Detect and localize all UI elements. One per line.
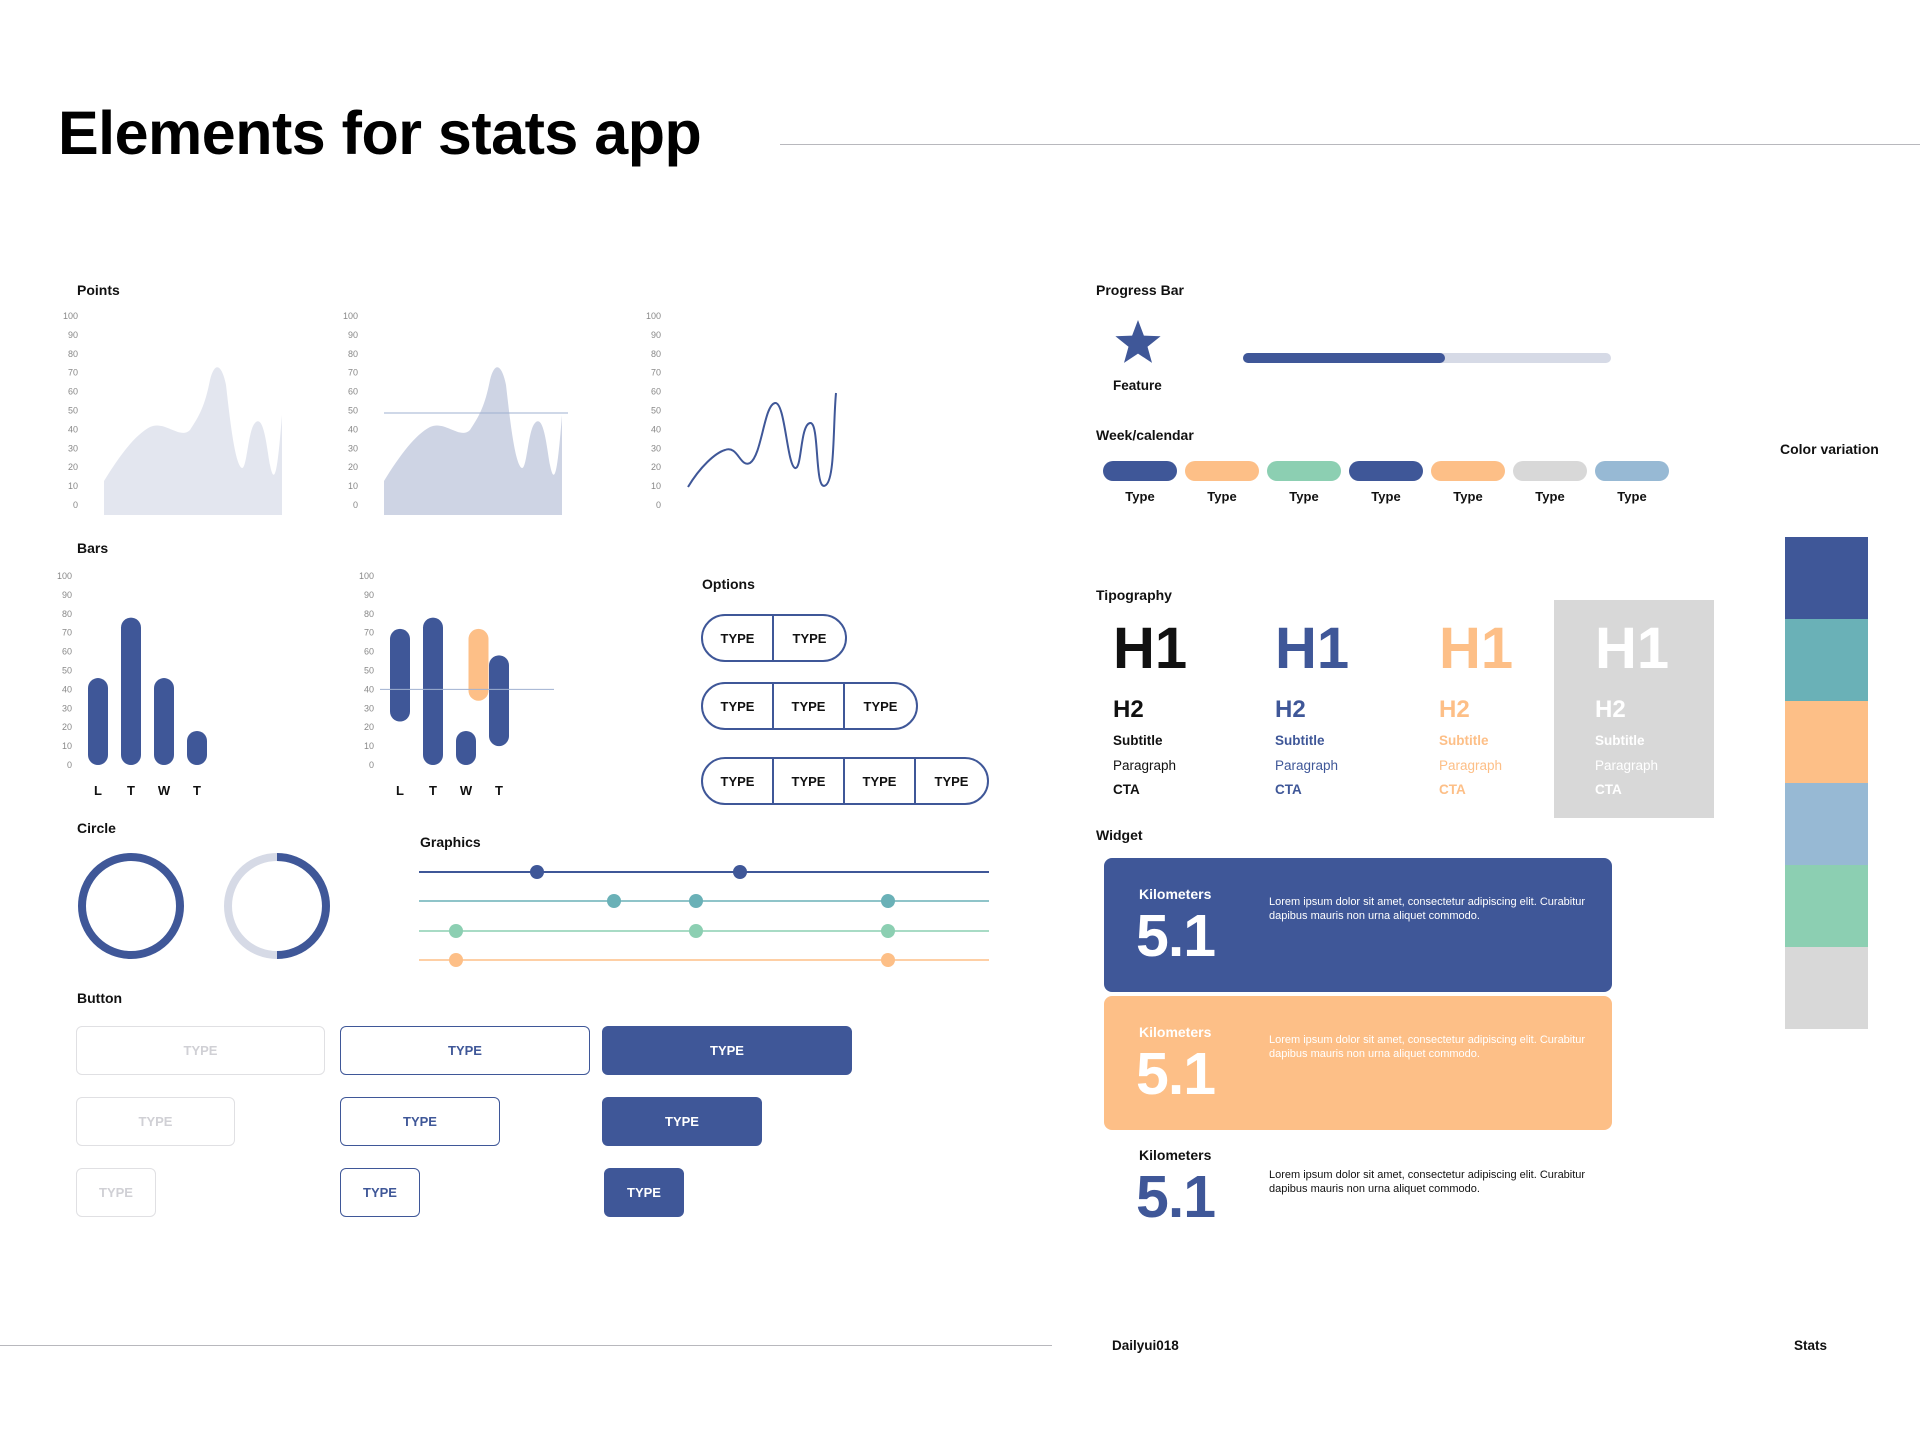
widget-metric-label: Kilometers xyxy=(1139,1024,1212,1040)
paragraph-sample: Paragraph xyxy=(1439,758,1503,773)
area-shape-1 xyxy=(104,367,282,515)
cta-sample: CTA xyxy=(1595,782,1622,797)
y-tick-label: 0 xyxy=(66,760,72,770)
y-tick-label: 100 xyxy=(62,311,78,321)
timeline-dot xyxy=(689,894,703,908)
y-tick-label: 20 xyxy=(347,462,358,473)
page-title: Elements for stats app xyxy=(58,99,702,167)
points-chart-2-ticks xyxy=(343,311,358,510)
bar xyxy=(154,678,174,765)
graphics-timelines xyxy=(415,860,995,970)
option-segment[interactable]: TYPE xyxy=(845,759,916,803)
bar xyxy=(456,731,476,765)
paragraph-sample: Paragraph xyxy=(1275,758,1339,773)
widget-text: Lorem ipsum dolor sit amet, consectetur adipiscing elit. Curabitur dapibus mauris non urna aliquet commodo. xyxy=(1269,1169,1586,1195)
h2-sample: H2 xyxy=(1595,696,1626,723)
h1-sample: H1 xyxy=(1113,616,1188,681)
widget-orange xyxy=(1104,996,1612,1130)
timeline-dot xyxy=(530,865,544,879)
typography-white xyxy=(1595,616,1670,797)
week-day-label: Type xyxy=(1207,489,1237,504)
y-tick-label: 50 xyxy=(61,665,72,676)
y-tick-label: 100 xyxy=(56,571,72,581)
y-tick-label: 50 xyxy=(67,405,78,416)
header-divider xyxy=(780,144,1920,145)
timeline-dot xyxy=(689,924,703,938)
circle-progress-group xyxy=(70,845,340,965)
feature-label: Feature xyxy=(1113,378,1162,393)
y-tick-label: 80 xyxy=(650,348,661,359)
bar xyxy=(88,678,108,765)
swatch-gray xyxy=(1785,947,1868,1029)
y-tick-label: 40 xyxy=(67,424,78,435)
y-tick-label: 50 xyxy=(347,405,358,416)
option-segment[interactable]: TYPE xyxy=(703,759,774,803)
widget-value: 5.1 xyxy=(1136,903,1216,969)
y-tick-label: 100 xyxy=(645,311,661,321)
timeline-dot xyxy=(449,924,463,938)
y-tick-label: 0 xyxy=(655,500,661,510)
y-tick-label: 30 xyxy=(61,703,72,714)
typography-orange xyxy=(1439,616,1514,797)
week-day-pill[interactable] xyxy=(1513,461,1587,481)
circle-progress-full xyxy=(82,857,180,955)
y-tick-label: 30 xyxy=(363,703,374,714)
timeline-dot xyxy=(881,894,895,908)
points-chart-1-ticks xyxy=(63,311,78,510)
cta-sample: CTA xyxy=(1113,782,1140,797)
subtitle-sample: Subtitle xyxy=(1595,733,1645,748)
color-variation-label: Color variation xyxy=(1780,441,1879,457)
y-tick-label: 10 xyxy=(363,741,374,752)
subtitle-sample: Subtitle xyxy=(1113,733,1163,748)
y-tick-label: 90 xyxy=(363,589,374,600)
h1-sample: H1 xyxy=(1439,616,1514,681)
y-tick-label: 80 xyxy=(347,348,358,359)
widget-value: 5.1 xyxy=(1136,1164,1216,1230)
cta-sample: CTA xyxy=(1439,782,1466,797)
x-tick-label: W xyxy=(459,783,473,798)
button-solid-large[interactable]: TYPE xyxy=(602,1026,852,1075)
points-chart-3-ticks xyxy=(646,311,661,510)
y-tick-label: 20 xyxy=(61,722,72,733)
swatch-orange xyxy=(1785,701,1868,783)
x-tick-label: T xyxy=(193,783,201,798)
week-day-pill[interactable] xyxy=(1349,461,1423,481)
points-chart-2 xyxy=(343,311,568,515)
options-group-3 xyxy=(701,682,918,730)
button-outline-small[interactable]: TYPE xyxy=(340,1168,420,1217)
star-icon xyxy=(1113,318,1163,364)
circle-progress-arc xyxy=(277,857,326,955)
week-day-pill[interactable] xyxy=(1185,461,1259,481)
swatch-light-blue xyxy=(1785,783,1868,865)
footer-divider xyxy=(0,1345,1052,1346)
week-day-label: Type xyxy=(1371,489,1401,504)
bar xyxy=(423,618,443,765)
paragraph-sample: Paragraph xyxy=(1595,758,1659,773)
progress-section-label: Progress Bar xyxy=(1096,282,1184,298)
y-tick-label: 0 xyxy=(352,500,358,510)
y-tick-label: 60 xyxy=(650,386,661,397)
week-day-pill[interactable] xyxy=(1103,461,1177,481)
swatch-green xyxy=(1785,865,1868,947)
week-day-label: Type xyxy=(1289,489,1319,504)
x-tick-label: T xyxy=(495,783,503,798)
progress-fill xyxy=(1243,353,1445,363)
footer-right-label: Stats xyxy=(1794,1338,1828,1353)
bar-chart-1 xyxy=(57,571,207,798)
cta-sample: CTA xyxy=(1275,782,1302,797)
week-day-label: Type xyxy=(1125,489,1155,504)
y-tick-label: 0 xyxy=(72,500,78,510)
h2-sample: H2 xyxy=(1439,696,1470,723)
y-tick-label: 60 xyxy=(347,386,358,397)
week-day-label: Type xyxy=(1453,489,1483,504)
widget-metric-label: Kilometers xyxy=(1139,1147,1212,1163)
line-curve xyxy=(688,393,836,487)
y-tick-label: 10 xyxy=(67,481,78,492)
bars-charts xyxy=(50,565,570,805)
x-tick-label: W xyxy=(157,783,171,798)
y-tick-label: 60 xyxy=(67,386,78,397)
paragraph-sample: Paragraph xyxy=(1113,758,1177,773)
points-chart-3 xyxy=(646,311,836,510)
area-shape-2 xyxy=(384,367,562,515)
option-segment[interactable]: TYPE xyxy=(703,616,774,660)
widget-section-label: Widget xyxy=(1096,827,1143,843)
h1-sample: H1 xyxy=(1595,616,1670,681)
timeline-dot xyxy=(449,953,463,967)
bar xyxy=(121,618,141,765)
y-tick-label: 100 xyxy=(358,571,374,581)
week-day-pill[interactable] xyxy=(1431,461,1505,481)
swatch-blue xyxy=(1785,537,1868,619)
bars-section-label: Bars xyxy=(77,540,109,556)
button-outline-medium[interactable]: TYPE xyxy=(340,1097,500,1146)
widget-text: Lorem ipsum dolor sit amet, consectetur adipiscing elit. Curabitur dapibus mauris non urna aliquet commodo. xyxy=(1269,896,1586,922)
week-day-pill[interactable] xyxy=(1267,461,1341,481)
widget-metric-label: Kilometers xyxy=(1139,886,1212,902)
widget-plain xyxy=(1104,1130,1612,1264)
options-section-label: Options xyxy=(702,576,755,592)
x-tick-label: T xyxy=(127,783,135,798)
y-tick-label: 90 xyxy=(347,329,358,340)
timeline-dot xyxy=(607,894,621,908)
h1-sample: H1 xyxy=(1275,616,1350,681)
y-tick-label: 40 xyxy=(650,424,661,435)
y-tick-label: 40 xyxy=(61,684,72,695)
y-tick-label: 90 xyxy=(650,329,661,340)
y-tick-label: 70 xyxy=(61,627,72,638)
bar-chart-2 xyxy=(359,571,554,798)
week-section-label: Week/calendar xyxy=(1096,427,1194,443)
timeline-dot xyxy=(733,865,747,879)
option-segment[interactable]: TYPE xyxy=(934,773,969,789)
y-tick-label: 0 xyxy=(368,760,374,770)
y-tick-label: 30 xyxy=(67,443,78,454)
subtitle-sample: Subtitle xyxy=(1275,733,1325,748)
y-tick-label: 30 xyxy=(650,443,661,454)
h2-sample: H2 xyxy=(1113,696,1144,723)
circle-section-label: Circle xyxy=(77,820,116,836)
points-chart-1 xyxy=(63,311,282,515)
points-section-label: Points xyxy=(77,282,120,298)
options-group-2 xyxy=(701,614,847,662)
y-tick-label: 10 xyxy=(61,741,72,752)
swatch-teal xyxy=(1785,619,1868,701)
h2-sample: H2 xyxy=(1275,696,1306,723)
bar xyxy=(390,629,410,722)
y-tick-label: 30 xyxy=(347,443,358,454)
y-tick-label: 20 xyxy=(67,462,78,473)
graphics-section-label: Graphics xyxy=(420,834,481,850)
y-tick-label: 20 xyxy=(363,722,374,733)
y-tick-label: 50 xyxy=(650,405,661,416)
button-disabled-small[interactable]: TYPE xyxy=(76,1168,156,1217)
options-group-4 xyxy=(701,757,989,805)
option-segment[interactable]: TYPE xyxy=(774,759,845,803)
y-tick-label: 70 xyxy=(363,627,374,638)
y-tick-label: 40 xyxy=(347,424,358,435)
y-tick-label: 80 xyxy=(61,608,72,619)
bar xyxy=(489,655,509,746)
y-tick-label: 60 xyxy=(363,646,374,657)
x-tick-label: L xyxy=(396,783,404,798)
y-tick-label: 50 xyxy=(363,665,374,676)
y-tick-label: 80 xyxy=(67,348,78,359)
y-tick-label: 20 xyxy=(650,462,661,473)
button-disabled-medium[interactable]: TYPE xyxy=(76,1097,235,1146)
typography-black xyxy=(1113,616,1188,797)
option-segment[interactable]: TYPE xyxy=(792,630,827,646)
button-outline-large[interactable]: TYPE xyxy=(340,1026,590,1075)
bar-highlight xyxy=(469,629,489,701)
y-tick-label: 80 xyxy=(363,608,374,619)
y-tick-label: 40 xyxy=(363,684,374,695)
button-disabled-large[interactable]: TYPE xyxy=(76,1026,325,1075)
x-tick-label: T xyxy=(429,783,437,798)
y-tick-label: 90 xyxy=(61,589,72,600)
y-tick-label: 70 xyxy=(347,367,358,378)
footer-left-label: Dailyui018 xyxy=(1112,1338,1179,1353)
typography-section-label: Tipography xyxy=(1096,587,1172,603)
option-segment[interactable]: TYPE xyxy=(703,684,774,728)
week-day-label: Type xyxy=(1617,489,1647,504)
timeline-dot xyxy=(881,924,895,938)
y-tick-label: 70 xyxy=(67,367,78,378)
option-segment[interactable]: TYPE xyxy=(774,684,845,728)
widget-value: 5.1 xyxy=(1136,1041,1216,1107)
button-section-label: Button xyxy=(77,990,123,1006)
y-tick-label: 10 xyxy=(347,481,358,492)
typography-blue xyxy=(1275,616,1350,797)
timeline-dot xyxy=(881,953,895,967)
y-tick-label: 70 xyxy=(650,367,661,378)
points-charts xyxy=(50,305,890,520)
button-solid-medium[interactable]: TYPE xyxy=(602,1097,762,1146)
progress-track xyxy=(1243,353,1611,363)
button-solid-small[interactable]: TYPE xyxy=(604,1168,684,1217)
y-tick-label: 90 xyxy=(67,329,78,340)
week-day-label: Type xyxy=(1535,489,1565,504)
option-segment[interactable]: TYPE xyxy=(863,698,898,714)
bar xyxy=(187,731,207,765)
widget-blue xyxy=(1104,858,1612,992)
y-tick-label: 60 xyxy=(61,646,72,657)
x-tick-label: L xyxy=(94,783,102,798)
y-tick-label: 100 xyxy=(342,311,358,321)
widget-text: Lorem ipsum dolor sit amet, consectetur adipiscing elit. Curabitur dapibus mauris non urna aliquet commodo. xyxy=(1269,1034,1586,1060)
week-day-pill[interactable] xyxy=(1595,461,1669,481)
y-tick-label: 10 xyxy=(650,481,661,492)
subtitle-sample: Subtitle xyxy=(1439,733,1489,748)
